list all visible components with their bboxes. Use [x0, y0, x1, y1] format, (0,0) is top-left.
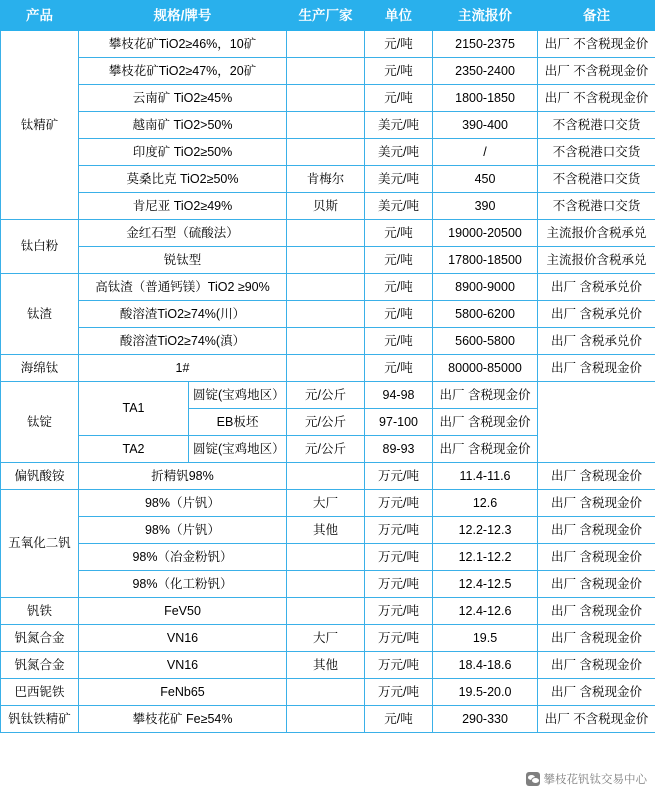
- unit-cell: 万元/吨: [365, 652, 433, 679]
- spec-detail-cell: EB板坯: [189, 409, 287, 436]
- remark-cell: 出厂 含税现金价: [538, 625, 655, 652]
- price-cell: 19.5-20.0: [433, 679, 538, 706]
- unit-cell: 万元/吨: [365, 517, 433, 544]
- price-cell: 2350-2400: [433, 58, 538, 85]
- table-row: [1, 85, 655, 112]
- remark-cell: 出厂 不含税现金价: [538, 706, 655, 733]
- header-price: 主流报价: [433, 1, 538, 31]
- wechat-icon: [526, 772, 540, 786]
- table-row: [1, 679, 655, 706]
- price-cell: 94-98: [365, 382, 433, 409]
- remark-cell: 不含税港口交货: [538, 166, 655, 193]
- factory-cell: [287, 301, 365, 328]
- unit-cell: 万元/吨: [365, 544, 433, 571]
- table-row: [1, 31, 655, 58]
- remark-cell: 主流报价含税承兑: [538, 247, 655, 274]
- unit-cell: 元/吨: [365, 274, 433, 301]
- price-cell: 390: [433, 193, 538, 220]
- spec-cell: 1#: [79, 355, 287, 382]
- unit-cell: 元/吨: [365, 85, 433, 112]
- table-row: [1, 274, 655, 301]
- remark-cell: 不含税港口交货: [538, 112, 655, 139]
- header-factory: 生产厂家: [287, 1, 365, 31]
- price-cell: 17800-18500: [433, 247, 538, 274]
- unit-cell: 元/吨: [365, 328, 433, 355]
- remark-cell: 出厂 含税现金价: [538, 598, 655, 625]
- spec-cell: FeNb65: [79, 679, 287, 706]
- spec-cell: 折精钒98%: [79, 463, 287, 490]
- product-cell: 钛精矿: [1, 31, 79, 220]
- product-cell: 钒氮合金: [1, 625, 79, 652]
- price-cell: 12.4-12.5: [433, 571, 538, 598]
- header-product: 产品: [1, 1, 79, 31]
- unit-cell: 万元/吨: [365, 490, 433, 517]
- product-cell: 钒铁: [1, 598, 79, 625]
- factory-cell: 大厂: [287, 625, 365, 652]
- spec-cell: 高钛渣（普通钙镁）TiO2 ≥90%: [79, 274, 287, 301]
- unit-cell: 万元/吨: [365, 679, 433, 706]
- product-cell: 海绵钛: [1, 355, 79, 382]
- table-row: [1, 571, 655, 598]
- header-spec: 规格/牌号: [79, 1, 287, 31]
- unit-cell: 美元/吨: [365, 139, 433, 166]
- factory-cell: [287, 220, 365, 247]
- factory-cell: [287, 463, 365, 490]
- table-row: [1, 139, 655, 166]
- spec-cell: 98%（冶金粉钒）: [79, 544, 287, 571]
- spec-cell: FeV50: [79, 598, 287, 625]
- remark-cell: 出厂 含税承兑价: [538, 274, 655, 301]
- table-row: [1, 598, 655, 625]
- factory-cell: [287, 58, 365, 85]
- unit-cell: 万元/吨: [365, 625, 433, 652]
- unit-cell: 元/公斤: [287, 382, 365, 409]
- remark-cell: 出厂 不含税现金价: [538, 85, 655, 112]
- grade-cell: TA1: [79, 382, 189, 436]
- spec-cell: 酸溶渣TiO2≥74%(川）: [79, 301, 287, 328]
- unit-cell: 元/吨: [365, 220, 433, 247]
- price-cell: 12.4-12.6: [433, 598, 538, 625]
- factory-cell: 肯梅尔: [287, 166, 365, 193]
- factory-cell: [287, 598, 365, 625]
- unit-cell: 万元/吨: [365, 571, 433, 598]
- factory-cell: [287, 328, 365, 355]
- unit-cell: 万元/吨: [365, 463, 433, 490]
- product-cell: 偏钒酸铵: [1, 463, 79, 490]
- factory-cell: [287, 139, 365, 166]
- price-cell: 290-330: [433, 706, 538, 733]
- factory-cell: [287, 247, 365, 274]
- product-cell: 五氧化二钒: [1, 490, 79, 598]
- spec-cell: 云南矿 TiO2≥45%: [79, 85, 287, 112]
- spec-cell: 攀枝花矿 Fe≥54%: [79, 706, 287, 733]
- table-row: [1, 58, 655, 85]
- price-cell: 11.4-11.6: [433, 463, 538, 490]
- remark-cell: 出厂 含税现金价: [538, 517, 655, 544]
- spec-cell: 酸溶渣TiO2≥74%(滇）: [79, 328, 287, 355]
- table-row: [1, 463, 655, 490]
- unit-cell: 美元/吨: [365, 112, 433, 139]
- remark-cell: 出厂 含税承兑价: [538, 328, 655, 355]
- price-cell: 5800-6200: [433, 301, 538, 328]
- remark-cell: 出厂 含税现金价: [538, 544, 655, 571]
- price-cell: 8900-9000: [433, 274, 538, 301]
- table-row: [1, 382, 655, 409]
- remark-cell: 出厂 不含税现金价: [538, 58, 655, 85]
- spec-cell: 锐钛型: [79, 247, 287, 274]
- factory-cell: [287, 274, 365, 301]
- price-cell: 12.1-12.2: [433, 544, 538, 571]
- table-row: [1, 220, 655, 247]
- spec-cell: 98%（片钒）: [79, 517, 287, 544]
- remark-cell: 不含税港口交货: [538, 139, 655, 166]
- factory-cell: 大厂: [287, 490, 365, 517]
- spec-cell: 金红石型（硫酸法）: [79, 220, 287, 247]
- table-row: [1, 193, 655, 220]
- remark-cell: 出厂 含税现金价: [538, 571, 655, 598]
- unit-cell: 元/吨: [365, 31, 433, 58]
- product-cell: 钒钛铁精矿: [1, 706, 79, 733]
- product-cell: 钛白粉: [1, 220, 79, 274]
- factory-cell: [287, 706, 365, 733]
- table-row: [1, 166, 655, 193]
- table-row: [1, 706, 655, 733]
- table-row: [1, 625, 655, 652]
- price-cell: 1800-1850: [433, 85, 538, 112]
- table-row: [1, 328, 655, 355]
- price-cell: 12.6: [433, 490, 538, 517]
- remark-cell: 出厂 含税现金价: [538, 490, 655, 517]
- product-cell: 钒氮合金: [1, 652, 79, 679]
- remark-cell: 出厂 含税现金价: [538, 679, 655, 706]
- unit-cell: 元/公斤: [287, 409, 365, 436]
- spec-cell: VN16: [79, 625, 287, 652]
- spec-cell: 肯尼亚 TiO2≥49%: [79, 193, 287, 220]
- factory-cell: [287, 679, 365, 706]
- spec-detail-cell: 圆锭(宝鸡地区）: [189, 436, 287, 463]
- unit-cell: 元/吨: [365, 706, 433, 733]
- table-row: [1, 355, 655, 382]
- factory-cell: 其他: [287, 652, 365, 679]
- spec-cell: 印度矿 TiO2≥50%: [79, 139, 287, 166]
- unit-cell: 万元/吨: [365, 598, 433, 625]
- remark-cell: 出厂 含税现金价: [433, 409, 538, 436]
- spec-cell: 98%（片钒）: [79, 490, 287, 517]
- remark-cell: 主流报价含税承兑: [538, 220, 655, 247]
- spec-detail-cell: 圆锭(宝鸡地区）: [189, 382, 287, 409]
- table-row: [1, 112, 655, 139]
- product-cell: 钛渣: [1, 274, 79, 355]
- price-cell: 12.2-12.3: [433, 517, 538, 544]
- remark-cell: 出厂 含税现金价: [538, 463, 655, 490]
- factory-cell: [287, 355, 365, 382]
- spec-cell: VN16: [79, 652, 287, 679]
- factory-cell: [287, 571, 365, 598]
- remark-cell: 出厂 含税现金价: [433, 382, 538, 409]
- spec-cell: 攀枝花矿TiO2≥46%，10矿: [79, 31, 287, 58]
- product-cell: 钛锭: [1, 382, 79, 463]
- unit-cell: 元/吨: [365, 355, 433, 382]
- price-cell: 97-100: [365, 409, 433, 436]
- factory-cell: 其他: [287, 517, 365, 544]
- table-row: [1, 436, 655, 463]
- price-cell: 19.5: [433, 625, 538, 652]
- unit-cell: 元/吨: [365, 58, 433, 85]
- table-row: [1, 247, 655, 274]
- factory-cell: 贝斯: [287, 193, 365, 220]
- table-header-row: [1, 1, 655, 31]
- price-cell: 450: [433, 166, 538, 193]
- price-cell: 5600-5800: [433, 328, 538, 355]
- table-row: [1, 544, 655, 571]
- unit-cell: 美元/吨: [365, 166, 433, 193]
- spec-cell: 攀枝花矿TiO2≥47%，20矿: [79, 58, 287, 85]
- price-cell: /: [433, 139, 538, 166]
- grade-cell: TA2: [79, 436, 189, 463]
- factory-cell: [287, 85, 365, 112]
- spec-cell: 莫桑比克 TiO2≥50%: [79, 166, 287, 193]
- unit-cell: 元/吨: [365, 247, 433, 274]
- table-row: [1, 490, 655, 517]
- spec-cell: 98%（化工粉钒）: [79, 571, 287, 598]
- table-row: [1, 652, 655, 679]
- remark-cell: 不含税港口交货: [538, 193, 655, 220]
- unit-cell: 元/吨: [365, 301, 433, 328]
- price-cell: 390-400: [433, 112, 538, 139]
- table-row: [1, 301, 655, 328]
- table-row: [1, 517, 655, 544]
- remark-cell: 出厂 含税承兑价: [538, 301, 655, 328]
- factory-cell: [287, 31, 365, 58]
- remark-cell: 出厂 含税现金价: [538, 652, 655, 679]
- header-unit: 单位: [365, 1, 433, 31]
- factory-cell: [287, 112, 365, 139]
- price-cell: 2150-2375: [433, 31, 538, 58]
- footer: [0, 761, 655, 789]
- header-remark: 备注: [538, 1, 655, 31]
- price-cell: 80000-85000: [433, 355, 538, 382]
- unit-cell: 美元/吨: [365, 193, 433, 220]
- spec-cell: 越南矿 TiO2>50%: [79, 112, 287, 139]
- remark-cell: 出厂 含税现金价: [538, 355, 655, 382]
- price-cell: 19000-20500: [433, 220, 538, 247]
- product-cell: 巴西铌铁: [1, 679, 79, 706]
- unit-cell: 元/公斤: [287, 436, 365, 463]
- wechat-label: 攀枝花钒钛交易中心: [543, 774, 647, 786]
- remark-cell: 出厂 不含税现金价: [538, 31, 655, 58]
- wechat-credit: [526, 771, 648, 787]
- price-cell: 18.4-18.6: [433, 652, 538, 679]
- factory-cell: [287, 544, 365, 571]
- price-cell: 89-93: [365, 436, 433, 463]
- remark-cell: 出厂 含税现金价: [433, 436, 538, 463]
